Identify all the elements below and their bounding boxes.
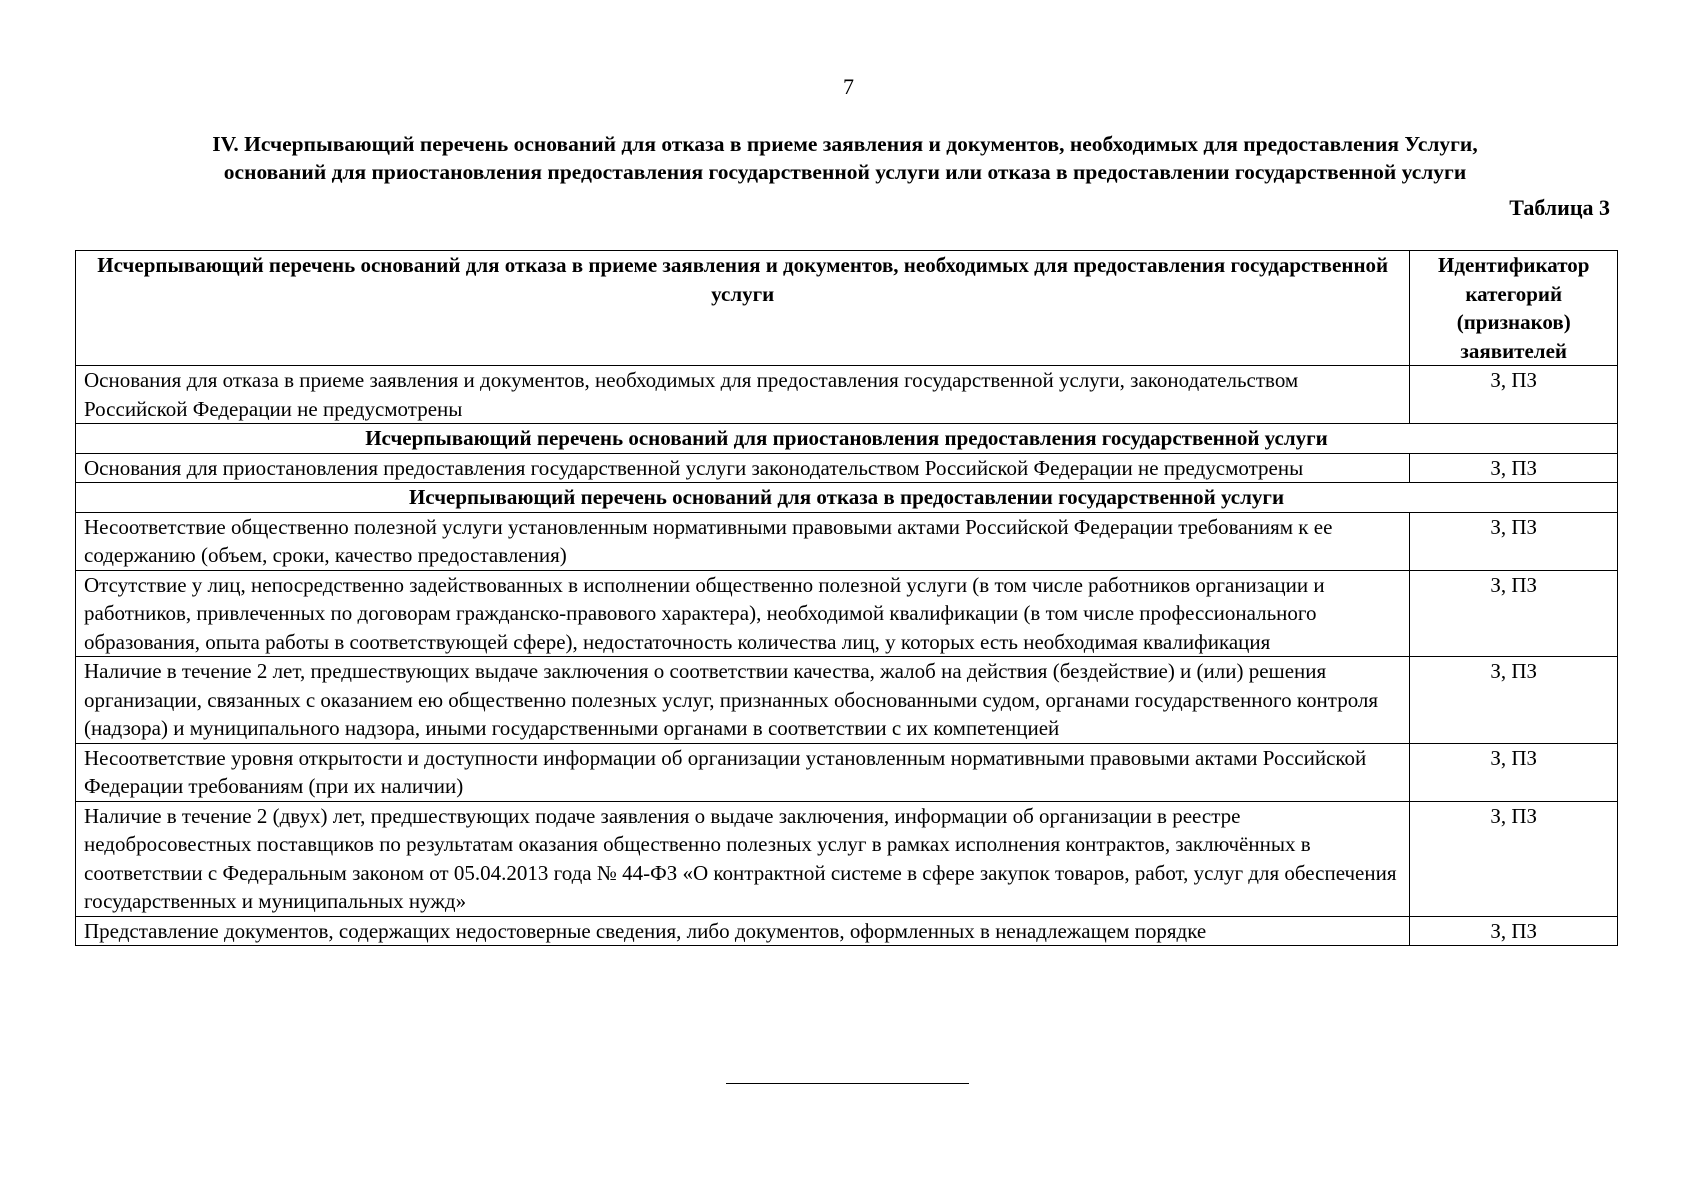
header-grounds: Исчерпывающий перечень оснований для отказа в приеме заявления и документов, необходимых для предоставления государственной услуги bbox=[76, 251, 1410, 366]
category-id: З, ПЗ bbox=[1410, 570, 1618, 657]
category-id: З, ПЗ bbox=[1410, 743, 1618, 801]
table-header-row bbox=[76, 251, 1618, 366]
ground-text: Несоответствие уровня открытости и доступности информации об организации установленным нормативными правовыми актами Российской Федерации требованиям (при их наличии) bbox=[76, 743, 1410, 801]
table-row bbox=[76, 512, 1618, 570]
section-header-row bbox=[76, 424, 1618, 454]
category-id: З, ПЗ bbox=[1410, 453, 1618, 483]
table-row bbox=[76, 801, 1618, 916]
header-applicant-category-id: Идентификатор категорий (признаков) заявителей bbox=[1410, 251, 1618, 366]
table-row bbox=[76, 743, 1618, 801]
ground-text: Несоответствие общественно полезной услуги установленным нормативными правовыми актами Российской Федерации требованиям к ее содержанию (объем, сроки, качество предоставления) bbox=[76, 512, 1410, 570]
page-number: 7 bbox=[843, 74, 854, 99]
category-id: З, ПЗ bbox=[1410, 657, 1618, 744]
table-label: Таблица 3 bbox=[1509, 195, 1610, 220]
section-header-refusal: Исчерпывающий перечень оснований для отказа в предоставлении государственной услуги bbox=[76, 483, 1618, 513]
ground-text: Наличие в течение 2 (двух) лет, предшествующих подаче заявления о выдаче заключения, информации об организации в реестре недобросовестных поставщиков по результатам оказания общественно полезных услуг в рамках исполнения контрактов, заключённых в соответствии с Федеральным законом от 05.04.2013 года № 44-ФЗ «О контрактной системе в сфере закупок товаров, работ, услуг для обеспечения государственных и муниципальных нужд» bbox=[76, 801, 1410, 916]
table-row bbox=[76, 453, 1618, 483]
section-header-suspension: Исчерпывающий перечень оснований для приостановления предоставления государственной услуги bbox=[76, 424, 1618, 454]
table-row bbox=[76, 657, 1618, 744]
section-header-row bbox=[76, 483, 1618, 513]
section-title bbox=[90, 130, 1600, 186]
ground-text: Представление документов, содержащих недостоверные сведения, либо документов, оформленных в ненадлежащем порядке bbox=[76, 916, 1410, 946]
category-id: З, ПЗ bbox=[1410, 366, 1618, 424]
table-row bbox=[76, 366, 1618, 424]
ground-text: Наличие в течение 2 лет, предшествующих выдаче заключения о соответствии качества, жалоб на действия (бездействие) и (или) решения организации, связанных с оказанием ею общественно полезных услуг, признанных обоснованными судом, органами государственного контроля (надзора) и муниципального надзора, иными государственными органами в соответствии с их компетенцией bbox=[76, 657, 1410, 744]
category-id: З, ПЗ bbox=[1410, 801, 1618, 916]
section-title-line-2: оснований для приостановления предоставления государственной услуги или отказа в предоставлении государственной услуги bbox=[223, 160, 1467, 184]
table-row bbox=[76, 916, 1618, 946]
grounds-table bbox=[75, 250, 1618, 946]
category-id: З, ПЗ bbox=[1410, 512, 1618, 570]
ground-text: Отсутствие у лиц, непосредственно задействованных в исполнении общественно полезной услуги (в том числе работников организации и работников, привлеченных по договорам гражданско-правового характера), необходимой квалификации (в том числе профессионального образования, опыта работы в соответствующей сфере), недостаточность количества лиц, у которых есть необходимая квалификация bbox=[76, 570, 1410, 657]
section-title-line-1: IV. Исчерпывающий перечень оснований для отказа в приеме заявления и документов, необходимых для предоставления Услуги, bbox=[212, 132, 1478, 156]
ground-text: Основания для приостановления предоставления государственной услуги законодательством Российской Федерации не предусмотрены bbox=[76, 453, 1410, 483]
footnote-separator-line bbox=[726, 1083, 969, 1084]
ground-text: Основания для отказа в приеме заявления и документов, необходимых для предоставления государственной услуги, законодательством Российской Федерации не предусмотрены bbox=[76, 366, 1410, 424]
category-id: З, ПЗ bbox=[1410, 916, 1618, 946]
table-row bbox=[76, 570, 1618, 657]
